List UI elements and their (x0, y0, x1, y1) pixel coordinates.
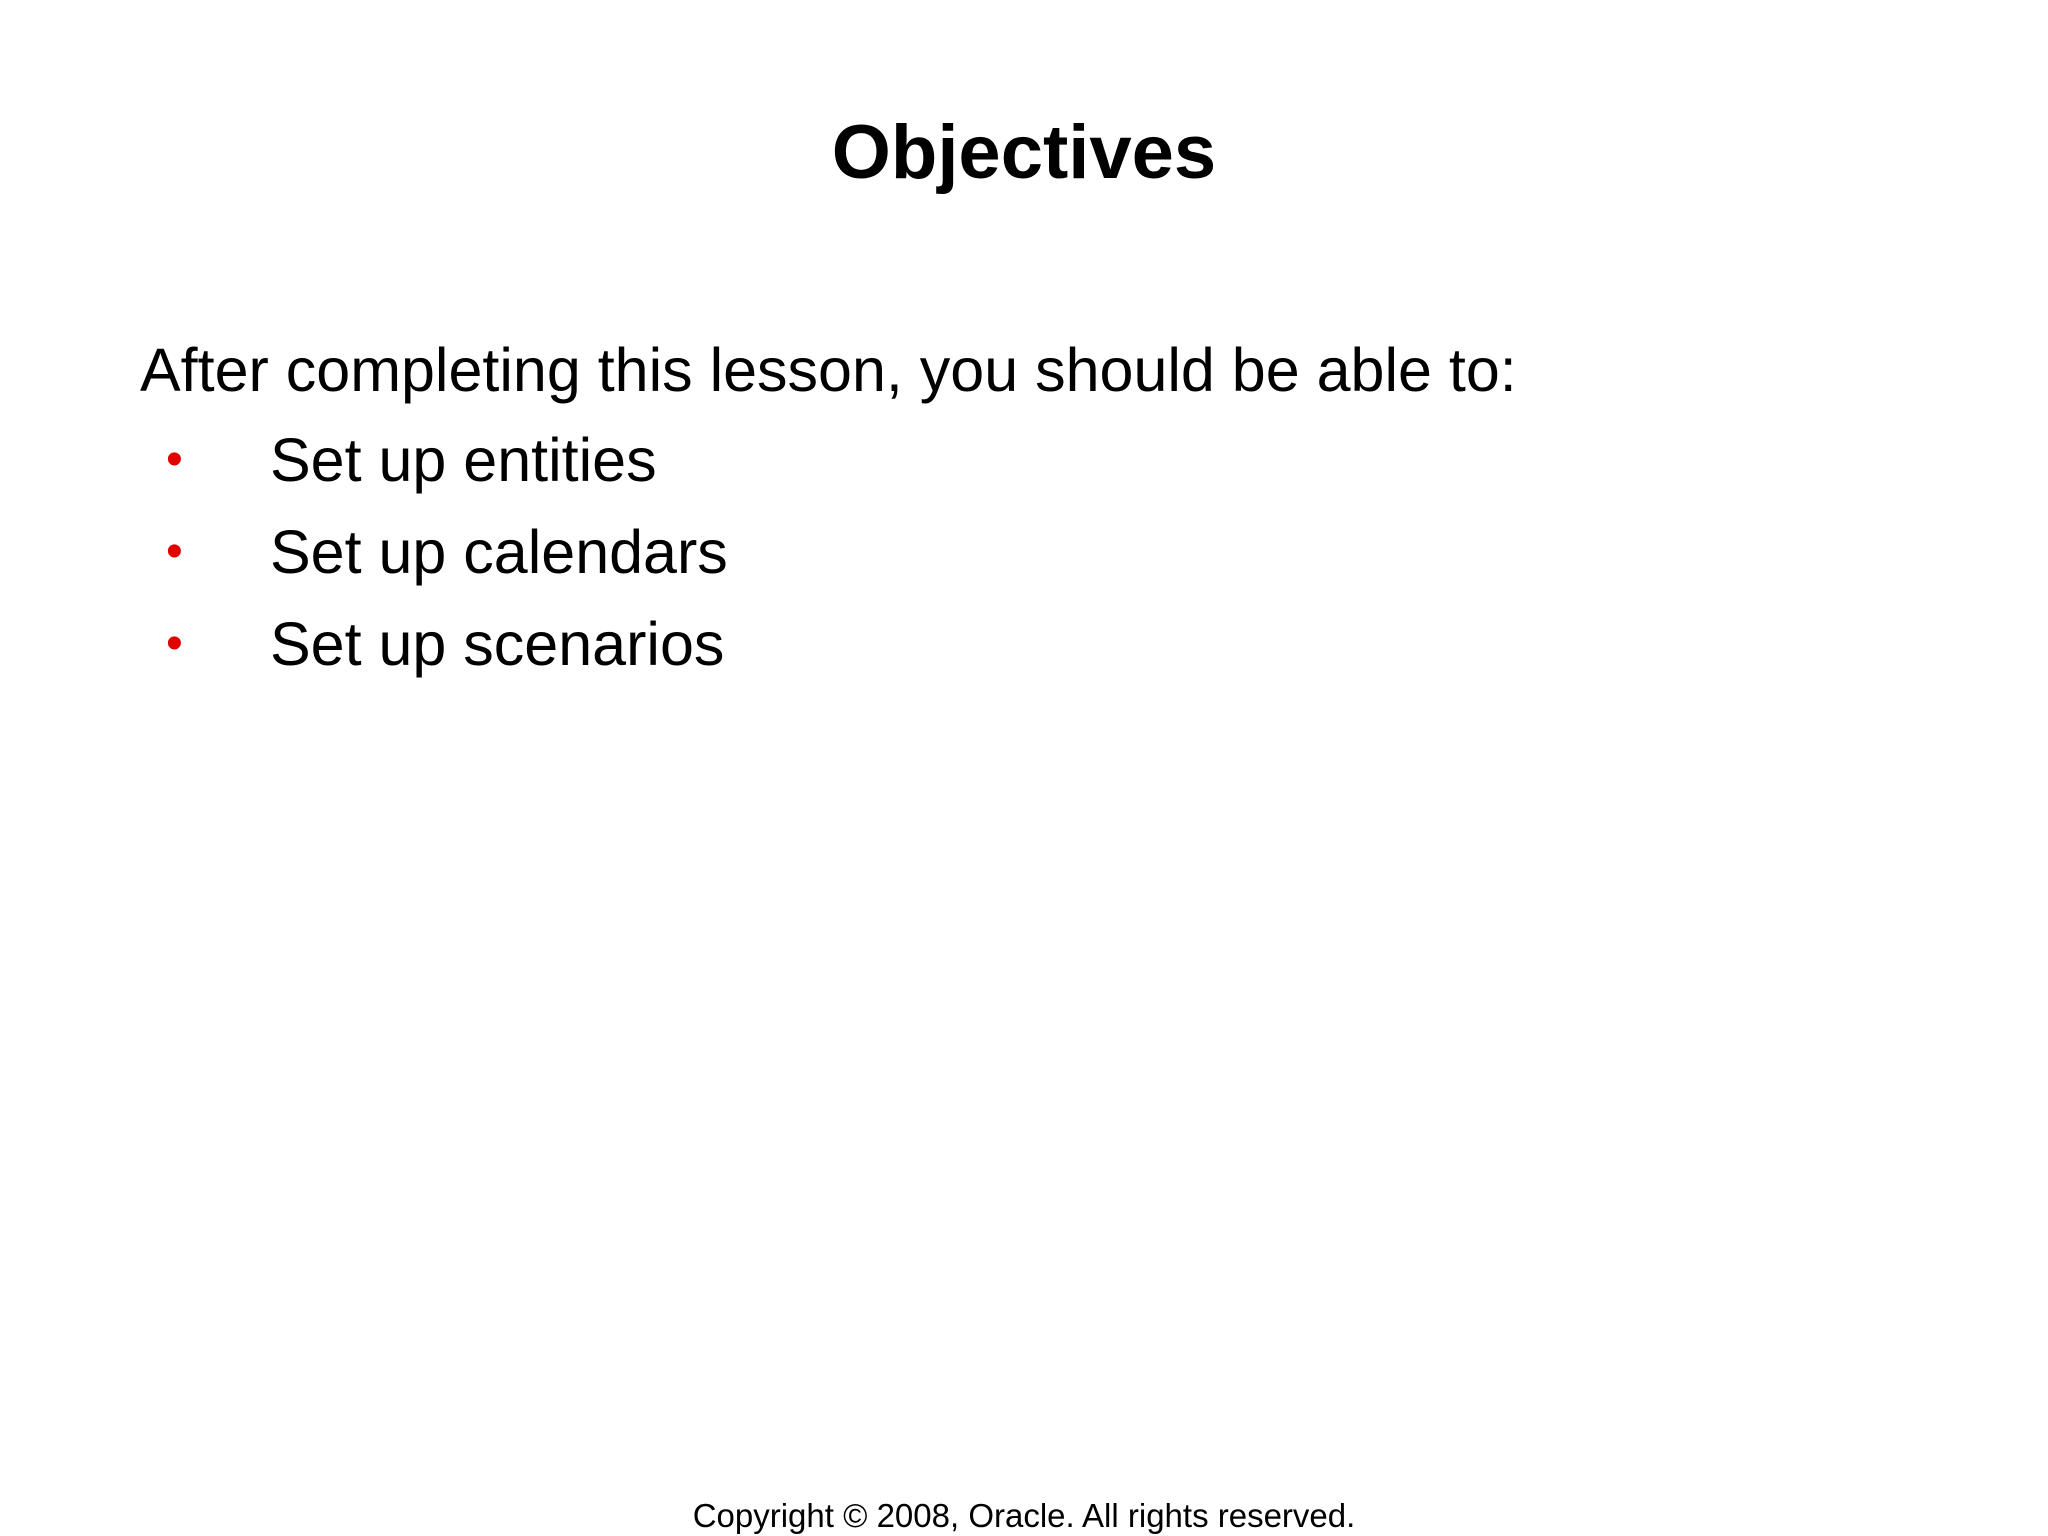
list-item-text: Set up calendars (270, 518, 728, 586)
list-item-text: Set up entities (270, 426, 657, 494)
intro-text: After completing this lesson, you should be able to: (140, 336, 1517, 404)
copyright-footer: Copyright © 2008, Oracle. All rights reserved. (692, 1497, 1356, 1534)
list-item-text: Set up scenarios (270, 610, 725, 678)
slide-title: Objectives (831, 110, 1217, 195)
bullet-icon: • (166, 433, 183, 486)
bullet-icon: • (166, 617, 183, 670)
bullet-icon: • (166, 525, 183, 578)
